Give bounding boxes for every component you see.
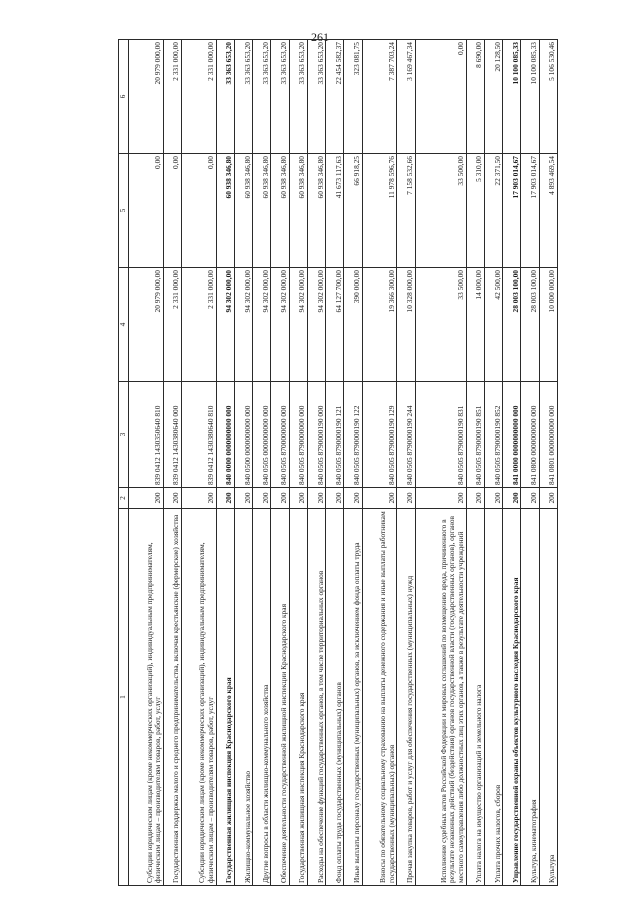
column-header-3: 3 xyxy=(119,382,129,488)
row-executed-amount-cell: 60 938 346,80 xyxy=(234,154,252,268)
row-name-cell: Государственная поддержка малого и среднего предпринимательства, включая крестьянские (фермерские) хозяйства xyxy=(163,509,181,886)
row-remaining-amount-cell: 33 363 653,20 xyxy=(271,40,289,154)
table-row xyxy=(539,40,557,886)
row-name-cell: Фонд оплаты труда государственных (муниципальных) органов xyxy=(326,509,344,886)
row-executed-amount-cell: 4 893 469,54 xyxy=(539,154,557,268)
table-row xyxy=(344,40,362,886)
page-number: 261 xyxy=(311,30,329,44)
row-approved-amount-cell: 2 331 000,00 xyxy=(181,268,216,382)
row-budget-code-cell: 840 0505 8700000000 000 xyxy=(271,382,289,488)
table-row xyxy=(234,40,252,886)
row-remaining-amount-cell: 10 100 085,33 xyxy=(503,40,521,154)
row-remaining-amount-cell: 33 363 653,20 xyxy=(216,40,234,154)
row-admin-code-cell: 200 xyxy=(503,488,521,509)
row-executed-amount-cell: 5 310,00 xyxy=(466,154,484,268)
row-approved-amount-cell: 33 500,00 xyxy=(415,268,466,382)
row-executed-amount-cell: 33 500,00 xyxy=(415,154,466,268)
row-executed-amount-cell: 17 903 014,67 xyxy=(521,154,539,268)
row-budget-code-cell: 840 0505 8790000190 851 xyxy=(466,382,484,488)
table-row xyxy=(484,40,502,886)
row-approved-amount-cell: 94 302 000,00 xyxy=(307,268,325,382)
row-admin-code-cell: 200 xyxy=(466,488,484,509)
row-admin-code-cell: 200 xyxy=(234,488,252,509)
row-budget-code-cell: 840 0500 0000000000 000 xyxy=(234,382,252,488)
row-name-cell: Прочая закупка товаров, работ и услуг для обеспечения государственных (муниципальных) нужд xyxy=(397,509,415,886)
row-admin-code-cell: 200 xyxy=(163,488,181,509)
row-budget-code-cell: 840 0505 8790000190 121 xyxy=(326,382,344,488)
row-name-cell: Исполнение судебных актов Российской Федерации и мировых соглашений по возмещению вреда, причиненного в результате незаконных действий (бездействия) органов государственной власти (государственных органов), органов местного самоуправления либо должностных лиц этих органов, а также в результате деятельности учреждений xyxy=(415,509,466,886)
row-name-cell: Уплата налога на имущество организаций и земельного налога xyxy=(466,509,484,886)
table-row xyxy=(216,40,234,886)
row-budget-code-cell: 841 0800 0000000000 000 xyxy=(521,382,539,488)
table-row xyxy=(415,40,466,886)
row-admin-code-cell: 200 xyxy=(216,488,234,509)
row-approved-amount-cell: 19 366 300,00 xyxy=(362,268,397,382)
row-name-cell: Государственная жилищная инспекция Краснодарского края xyxy=(216,509,234,886)
row-executed-amount-cell: 41 673 117,63 xyxy=(326,154,344,268)
table-row xyxy=(307,40,325,886)
row-budget-code-cell: 840 0505 8790000190 122 xyxy=(344,382,362,488)
row-admin-code-cell: 200 xyxy=(397,488,415,509)
row-executed-amount-cell: 60 938 346,80 xyxy=(307,154,325,268)
row-approved-amount-cell: 14 000,00 xyxy=(466,268,484,382)
row-approved-amount-cell: 2 331 000,00 xyxy=(163,268,181,382)
budget-table xyxy=(118,39,558,886)
column-header-6: 6 xyxy=(119,40,129,154)
table-row xyxy=(253,40,271,886)
row-remaining-amount-cell: 20 979 000,00 xyxy=(129,40,164,154)
row-budget-code-cell: 839 0412 1430380640 000 xyxy=(163,382,181,488)
row-admin-code-cell: 200 xyxy=(289,488,307,509)
row-remaining-amount-cell: 33 363 653,20 xyxy=(307,40,325,154)
row-approved-amount-cell: 94 302 000,00 xyxy=(271,268,289,382)
row-budget-code-cell: 839 0412 1430380640 810 xyxy=(181,382,216,488)
row-admin-code-cell: 200 xyxy=(415,488,466,509)
row-admin-code-cell: 200 xyxy=(326,488,344,509)
row-admin-code-cell: 200 xyxy=(271,488,289,509)
row-budget-code-cell: 840 0505 8790000190 000 xyxy=(307,382,325,488)
row-approved-amount-cell: 94 302 000,00 xyxy=(234,268,252,382)
row-name-cell: Государственная жилищная инспекция Краснодарского края xyxy=(289,509,307,886)
column-header-1: 1 xyxy=(119,509,129,886)
row-remaining-amount-cell: 0,00 xyxy=(415,40,466,154)
row-approved-amount-cell: 94 302 000,00 xyxy=(216,268,234,382)
row-name-cell: Управление государственной охраны объектов культурного наследия Краснодарского края xyxy=(503,509,521,886)
row-executed-amount-cell: 60 938 346,80 xyxy=(216,154,234,268)
row-executed-amount-cell: 0,00 xyxy=(163,154,181,268)
row-name-cell: Культура, кинематография xyxy=(521,509,539,886)
row-executed-amount-cell: 0,00 xyxy=(181,154,216,268)
row-approved-amount-cell: 20 979 000,00 xyxy=(129,268,164,382)
table-row xyxy=(397,40,415,886)
row-approved-amount-cell: 64 127 700,00 xyxy=(326,268,344,382)
row-admin-code-cell: 200 xyxy=(344,488,362,509)
table-row xyxy=(503,40,521,886)
table-row xyxy=(362,40,397,886)
table-row xyxy=(271,40,289,886)
row-approved-amount-cell: 28 003 100,00 xyxy=(521,268,539,382)
row-name-cell: Субсидии юридическим лицам (кроме некоммерческих организаций), индивидуальным предпринимателям, физическим лицам – производителям товаров, работ, услуг xyxy=(181,509,216,886)
row-executed-amount-cell: 60 938 346,80 xyxy=(253,154,271,268)
row-budget-code-cell: 840 0505 8790000190 129 xyxy=(362,382,397,488)
row-remaining-amount-cell: 10 100 085,33 xyxy=(521,40,539,154)
row-name-cell: Культура xyxy=(539,509,557,886)
row-admin-code-cell: 200 xyxy=(129,488,164,509)
table-row xyxy=(129,40,164,886)
row-approved-amount-cell: 94 302 000,00 xyxy=(289,268,307,382)
row-admin-code-cell: 200 xyxy=(539,488,557,509)
row-budget-code-cell: 841 0000 0000000000 000 xyxy=(503,382,521,488)
table-row xyxy=(181,40,216,886)
row-admin-code-cell: 200 xyxy=(521,488,539,509)
table-row xyxy=(289,40,307,886)
row-remaining-amount-cell: 5 106 530,46 xyxy=(539,40,557,154)
row-remaining-amount-cell: 3 169 467,34 xyxy=(397,40,415,154)
table-row xyxy=(326,40,344,886)
row-budget-code-cell: 840 0505 8790000190 831 xyxy=(415,382,466,488)
table-row xyxy=(466,40,484,886)
table-row xyxy=(521,40,539,886)
row-name-cell: Субсидии юридическим лицам (кроме некоммерческих организаций), индивидуальным предпринимателям, физическим лицам – производителям товаров, работ, услуг xyxy=(129,509,164,886)
row-remaining-amount-cell: 22 454 582,37 xyxy=(326,40,344,154)
row-name-cell: Обеспечение деятельности государственной жилищной инспекции Краснодарского края xyxy=(271,509,289,886)
row-remaining-amount-cell: 33 363 653,20 xyxy=(253,40,271,154)
row-admin-code-cell: 200 xyxy=(484,488,502,509)
row-executed-amount-cell: 60 938 346,80 xyxy=(289,154,307,268)
row-approved-amount-cell: 94 302 000,00 xyxy=(253,268,271,382)
row-remaining-amount-cell: 2 331 000,00 xyxy=(163,40,181,154)
column-header-4: 4 xyxy=(119,268,129,382)
table-header-row xyxy=(119,40,129,886)
row-executed-amount-cell: 0,00 xyxy=(129,154,164,268)
table-row xyxy=(163,40,181,886)
row-name-cell: Иные выплаты персоналу государственных (муниципальных) органов, за исключением фонда оплаты труда xyxy=(344,509,362,886)
row-name-cell: Расходы на обеспечение функций государственных органов, в том числе территориальных органов xyxy=(307,509,325,886)
row-budget-code-cell: 840 0505 0000000000 000 xyxy=(253,382,271,488)
row-executed-amount-cell: 22 371,50 xyxy=(484,154,502,268)
column-header-5: 5 xyxy=(119,154,129,268)
row-budget-code-cell: 840 0000 0000000000 000 xyxy=(216,382,234,488)
row-executed-amount-cell: 11 978 596,76 xyxy=(362,154,397,268)
row-remaining-amount-cell: 33 363 653,20 xyxy=(234,40,252,154)
row-remaining-amount-cell: 8 690,00 xyxy=(466,40,484,154)
row-approved-amount-cell: 10 328 000,00 xyxy=(397,268,415,382)
row-remaining-amount-cell: 33 363 653,20 xyxy=(289,40,307,154)
row-name-cell: Жилищно-коммунальное хозяйство xyxy=(234,509,252,886)
row-executed-amount-cell: 66 918,25 xyxy=(344,154,362,268)
rotated-table-container xyxy=(118,42,558,886)
row-approved-amount-cell: 390 000,00 xyxy=(344,268,362,382)
row-budget-code-cell: 839 0412 1430350640 810 xyxy=(129,382,164,488)
row-executed-amount-cell: 60 938 346,80 xyxy=(271,154,289,268)
row-remaining-amount-cell: 7 387 703,24 xyxy=(362,40,397,154)
row-admin-code-cell: 200 xyxy=(253,488,271,509)
row-executed-amount-cell: 7 158 532,66 xyxy=(397,154,415,268)
column-header-2: 2 xyxy=(119,488,129,509)
row-admin-code-cell: 200 xyxy=(181,488,216,509)
row-budget-code-cell: 840 0505 8790000000 000 xyxy=(289,382,307,488)
row-executed-amount-cell: 17 903 014,67 xyxy=(503,154,521,268)
row-remaining-amount-cell: 20 128,50 xyxy=(484,40,502,154)
row-name-cell: Взносы по обязательному социальному страхованию на выплаты денежного содержания и иные выплаты работникам государственных (муниципальных) органов xyxy=(362,509,397,886)
row-approved-amount-cell: 42 500,00 xyxy=(484,268,502,382)
row-name-cell: Уплата прочих налогов, сборов xyxy=(484,509,502,886)
row-budget-code-cell: 840 0505 8790000190 244 xyxy=(397,382,415,488)
row-admin-code-cell: 200 xyxy=(307,488,325,509)
row-approved-amount-cell: 28 003 100,00 xyxy=(503,268,521,382)
table-body xyxy=(129,40,558,886)
row-remaining-amount-cell: 323 081,75 xyxy=(344,40,362,154)
row-remaining-amount-cell: 2 331 000,00 xyxy=(181,40,216,154)
row-budget-code-cell: 841 0801 0000000000 000 xyxy=(539,382,557,488)
row-name-cell: Другие вопросы в области жилищно-коммунального хозяйства xyxy=(253,509,271,886)
row-budget-code-cell: 840 0505 8790000190 852 xyxy=(484,382,502,488)
row-admin-code-cell: 200 xyxy=(362,488,397,509)
row-approved-amount-cell: 10 000 000,00 xyxy=(539,268,557,382)
